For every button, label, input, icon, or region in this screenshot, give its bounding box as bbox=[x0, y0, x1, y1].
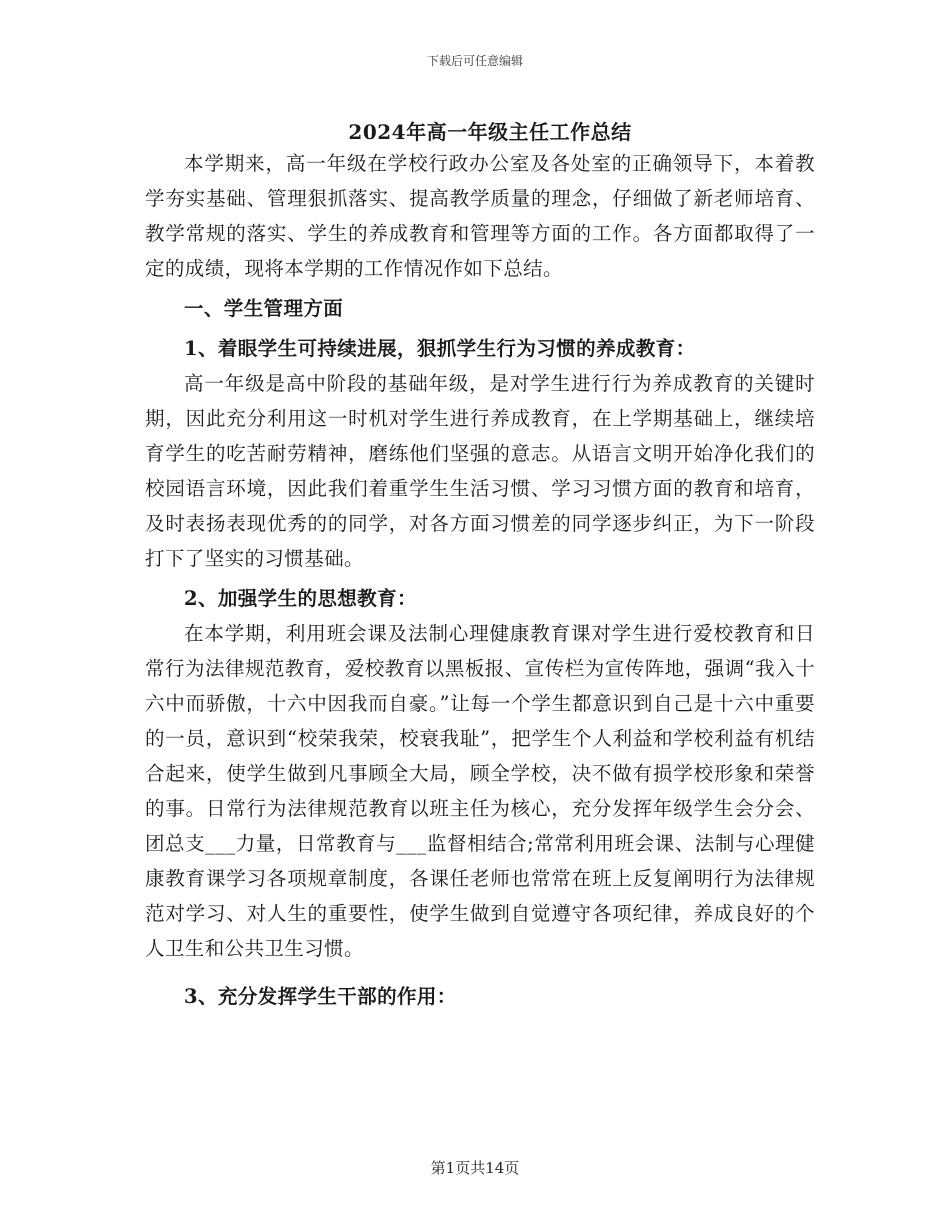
document-body bbox=[145, 146, 815, 1014]
subsection-heading: 3、充分发挥学生干部的作用： bbox=[184, 985, 457, 1008]
section-heading: 一、学生管理方面 bbox=[184, 297, 344, 320]
body-paragraph: 高一年级是高中阶段的基础年级，是对学生进行行为养成教育的关键时期，因此充分利用这一时机对学生进行养成教育，在上学期基础上，继续培育学生的吃苦耐劳精神，磨练他们坚强的意志。从语言文明开始净化我们的校园语言环境，因此我们着重学生生活习惯、学习习惯方面的教育和培育，及时表扬表现优秀的的同学，对各方面习惯差的同学逐步纠正，为下一阶段打下了坚实的习惯基础。 bbox=[145, 372, 815, 570]
subsection-heading: 1、着眼学生可持续进展，狠抓学生行为习惯的养成教育： bbox=[184, 337, 696, 360]
header-note: 下载后可任意编辑 bbox=[426, 54, 523, 68]
subsection-heading: 2、加强学生的思想教育： bbox=[184, 587, 417, 610]
intro-paragraph: 本学期来，高一年级在学校行政办公室及各处室的正确领导下，本着教学夯实基础、管理狠抓落实、提高教学质量的理念，仔细做了新老师培育、教学常规的落实、学生的养成教育和管理等方面的工作。各方面都取得了一定的成绩，现将本学期的工作情况作如下总结。 bbox=[145, 152, 815, 280]
page-number-footer: 第1页共14页 bbox=[430, 1159, 520, 1177]
document-title: 2024年高一年级主任工作总结 bbox=[348, 120, 632, 144]
body-paragraph: 在本学期，利用班会课及法制心理健康教育课对学生进行爱校教育和日常行为法律规范教育，爱校教育以黑板报、宣传栏为宣传阵地，强调“我入十六中而骄傲，十六中因我而自豪。”让每一个学生都意识到自己是十六中重要的一员，意识到“校荣我荣，校衰我耻”，把学生个人利益和学校利益有机结合起来，使学生做到凡事顾全大局，顾全学校，决不做有损学校形象和荣誉的事。日常行为法律规范教育以班主任为核心，充分发挥年级学生会分会、团总支___力量，日常教育与___监督相结合;常常利用班会课、法制与心理健康教育课学习各项规章制度，各课任老师也常常在班上反复阐明行为法律规范对学习、对人生的重要性，使学生做到自觉遵守各项纪律，养成良好的个人卫生和公共卫生习惯。 bbox=[145, 622, 815, 960]
